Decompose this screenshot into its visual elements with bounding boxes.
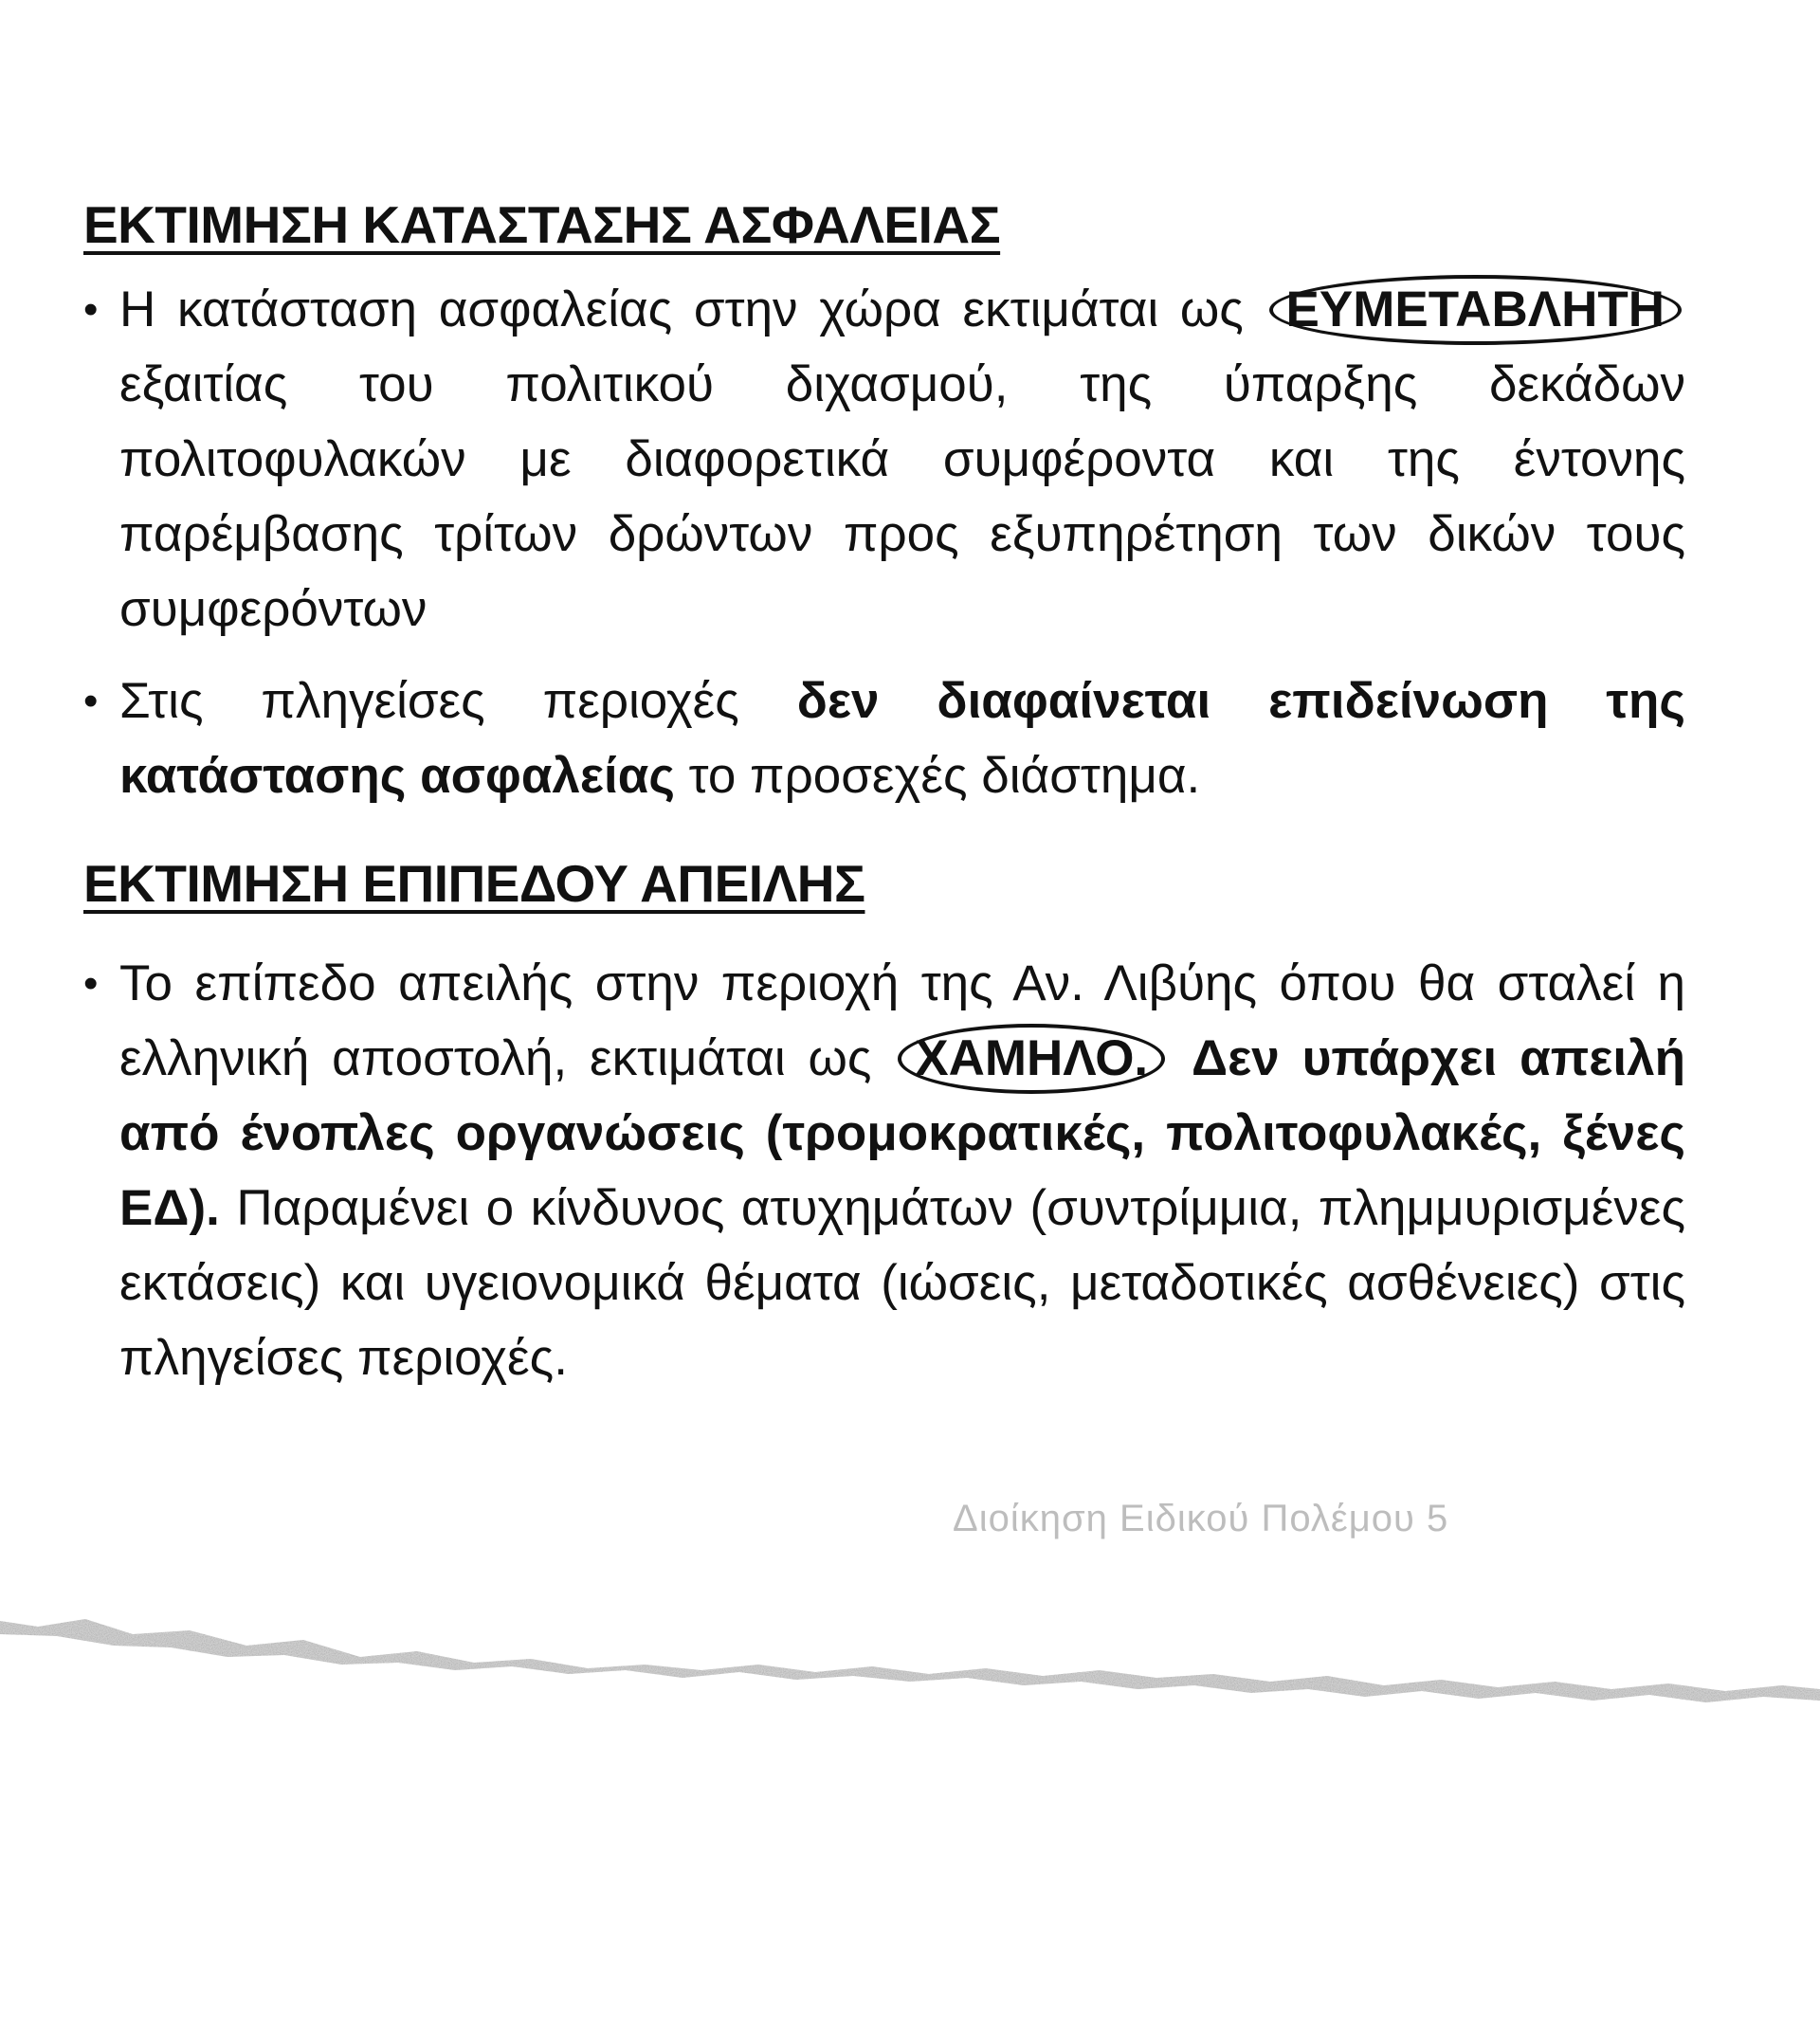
threat-level-heading: ΕΚΤΙΜΗΣΗ ΕΠΙΠΕΔΟΥ ΑΠΕΙΛΗΣ xyxy=(83,854,865,913)
torn-paper-edge xyxy=(0,1602,1820,1735)
security-bullet-1 xyxy=(83,272,1685,646)
threat-bullet-1-text-b: Παραμένει ο κίνδυνος ατυχημάτων (συντρίμμια, πλημμυρισμένες εκτάσεις) και υγειονομικά θέματα (ιώσεις, μεταδοτικές ασθένειες) στις πληγείσες περιοχές. xyxy=(119,1180,1685,1386)
bleed-through-text: Διοίκηση Ειδικού Πολέμου 5 xyxy=(953,1498,1449,1539)
low-circled-word: ΧΑΜΗΛΟ. xyxy=(898,1024,1165,1094)
threat-bullet-1-bold: Δεν υπάρχει απειλή από ένοπλες οργανώσεις (τρομοκρατικές, πολιτοφυλακές, ξένες ΕΔ). xyxy=(119,1030,1686,1236)
security-bullet-1-text-b: εξαιτίας του πολιτικού διχασμού, της ύπαρξης δεκάδων πολιτοφυλακών με διαφορετικά συμφέροντα και της έντονης παρέμβασης τρίτων δρώντων προς εξυπηρέτηση των δικών τους συμφερόντων xyxy=(119,356,1685,637)
security-bullet-2 xyxy=(83,664,1685,813)
threat-bullet-1 xyxy=(83,946,1685,1395)
volatile-circled-word: ΕΥΜΕΤΑΒΛΗΤΗ xyxy=(1269,275,1682,345)
document-body xyxy=(83,194,1685,1412)
threat-bullet-1-text-a: Το επίπεδο απειλής στην περιοχή της Αν. Λιβύης όπου θα σταλεί η ελληνική αποστολή, εκτιμάται ως xyxy=(119,955,1685,1086)
security-assessment-heading: ΕΚΤΙΜΗΣΗ ΚΑΤΑΣΤΑΣΗΣ ΑΣΦΑΛΕΙΑΣ xyxy=(83,195,1001,254)
security-bullet-2-text-b: το προσεχές διάστημα. xyxy=(688,748,1201,804)
security-bullet-2-bold: δεν διαφαίνεται επιδείνωση της κατάστασης ασφαλείας xyxy=(119,673,1685,804)
security-bullet-1-text-a: Η κατάσταση ασφαλείας στην χώρα εκτιμάται ως xyxy=(119,282,1244,337)
security-bullet-2-text-a: Στις πληγείσες περιοχές xyxy=(119,673,739,729)
